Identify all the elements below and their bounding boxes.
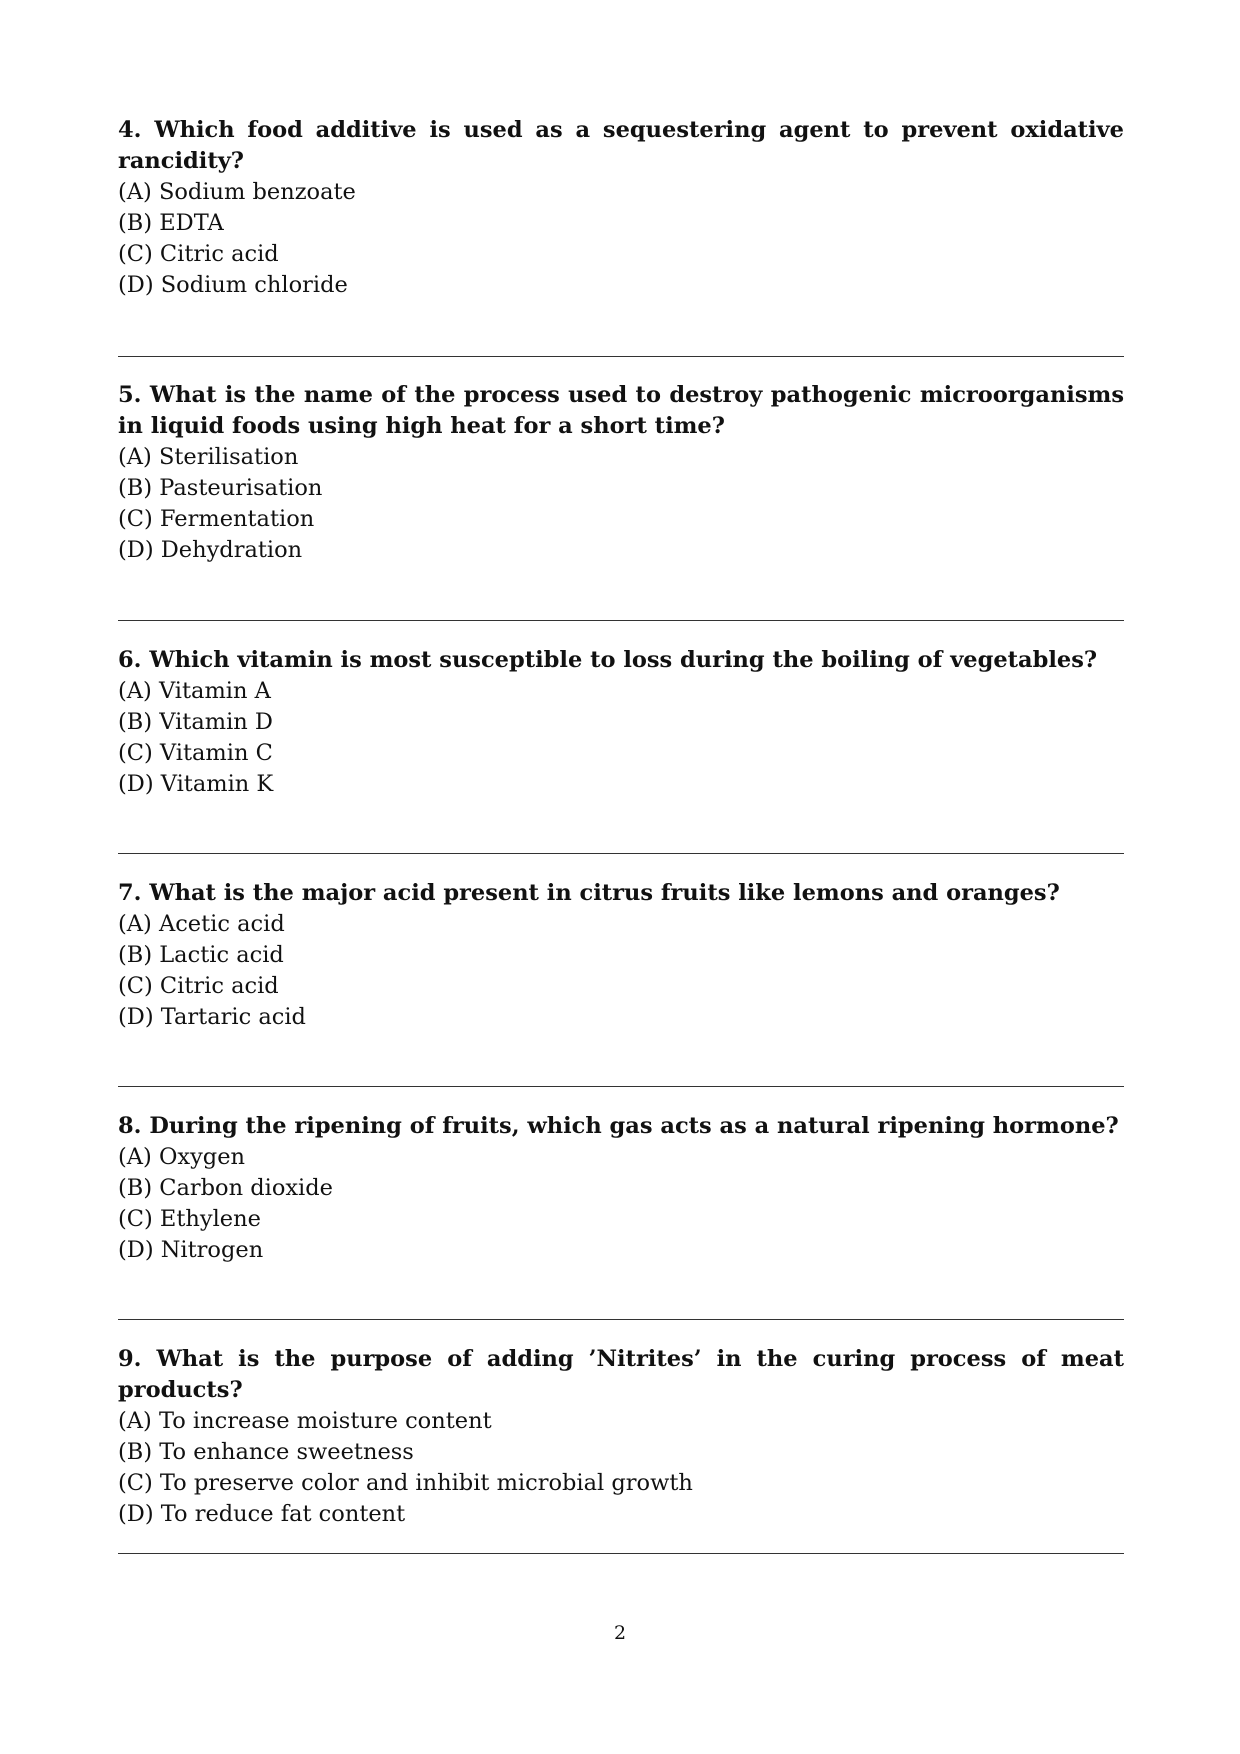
question-5 — [118, 380, 1124, 566]
option-c: (C) Citric acid — [118, 973, 279, 999]
question-title: 9. What is the purpose of adding ’Nitrites’ in the curing process of meat products? — [118, 1346, 1124, 1403]
option-a: (A) Acetic acid — [118, 911, 285, 937]
option-d: (D) Dehydration — [118, 537, 303, 563]
divider — [118, 356, 1124, 357]
question-title: 7. What is the major acid present in citrus fruits like lemons and oranges? — [118, 880, 1060, 906]
option-d: (D) Sodium chloride — [118, 272, 348, 298]
option-list — [118, 177, 1124, 301]
option-c: (C) To preserve color and inhibit microbial growth — [118, 1470, 693, 1496]
option-b: (B) Pasteurisation — [118, 475, 323, 501]
option-c: (C) Ethylene — [118, 1206, 261, 1232]
option-a: (A) To increase moisture content — [118, 1408, 492, 1434]
option-a: (A) Sodium benzoate — [118, 179, 356, 205]
question-8 — [118, 1111, 1124, 1266]
question-7 — [118, 878, 1124, 1033]
question-title: 8. During the ripening of fruits, which gas acts as a natural ripening hormone? — [118, 1113, 1119, 1139]
option-list — [118, 1142, 1124, 1266]
option-b: (B) Carbon dioxide — [118, 1175, 333, 1201]
option-b: (B) Lactic acid — [118, 942, 284, 968]
option-b: (B) EDTA — [118, 210, 224, 236]
option-d: (D) Tartaric acid — [118, 1004, 306, 1030]
option-a: (A) Sterilisation — [118, 444, 299, 470]
divider — [118, 853, 1124, 854]
question-title: 4. Which food additive is used as a sequestering agent to prevent oxidative rancidity? — [118, 117, 1124, 174]
option-d: (D) To reduce fat content — [118, 1501, 406, 1527]
option-list — [118, 1406, 1124, 1530]
option-c: (C) Vitamin C — [118, 740, 273, 766]
option-a: (A) Vitamin A — [118, 678, 271, 704]
option-c: (C) Fermentation — [118, 506, 315, 532]
divider — [118, 1319, 1124, 1320]
option-a: (A) Oxygen — [118, 1144, 246, 1170]
divider — [118, 1553, 1124, 1554]
option-list — [118, 909, 1124, 1033]
question-title: 5. What is the name of the process used to destroy pathogenic microorganisms in liquid foods using high heat for a short time? — [118, 382, 1124, 439]
option-b: (B) To enhance sweetness — [118, 1439, 414, 1465]
page-number: 2 — [613, 1622, 627, 1644]
divider — [118, 1086, 1124, 1087]
option-d: (D) Vitamin K — [118, 771, 274, 797]
option-b: (B) Vitamin D — [118, 709, 273, 735]
option-list — [118, 676, 1124, 800]
question-9 — [118, 1344, 1124, 1530]
question-title: 6. Which vitamin is most susceptible to loss during the boiling of vegetables? — [118, 647, 1098, 673]
question-6 — [118, 645, 1124, 800]
divider — [118, 620, 1124, 621]
option-d: (D) Nitrogen — [118, 1237, 264, 1263]
option-c: (C) Citric acid — [118, 241, 279, 267]
question-4 — [118, 115, 1124, 301]
option-list — [118, 442, 1124, 566]
